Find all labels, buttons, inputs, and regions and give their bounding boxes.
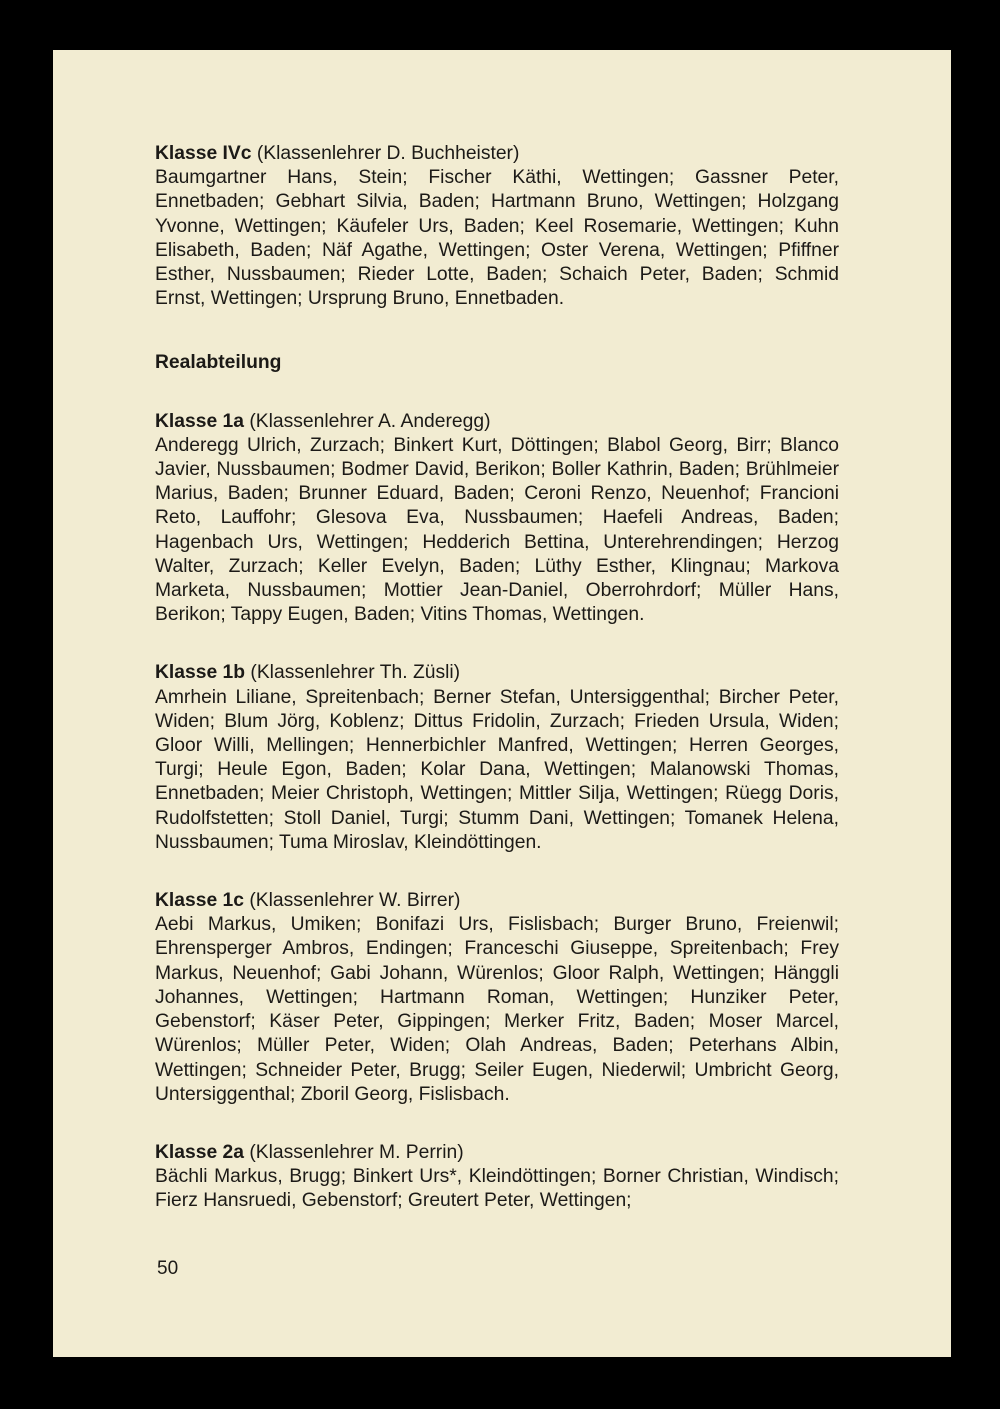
document-page [53,50,951,1357]
page-content [155,142,839,1214]
student-list-1b: Amrhein Liliane, Spreitenbach; Berner Stefan, Untersiggenthal; Bircher Peter, Widen; Blum Jörg, Koblenz; Dittus Fridolin, Zurzach; Frieden Ursula, Widen; Gloor Willi, Mellingen; Hennerbichler Manfred, Wettingen; Herren Georges, Turgi; Heule Egon, Baden; Kolar Dana, Wettingen; Malanowski Thomas, Ennetbaden; Meier Christoph, Wettingen; Mittler Silja, Wettingen; Rüegg Doris, Rudolfstetten; Stoll Daniel, Turgi; Stumm Dani, Wettingen; Tomanek Helena, Nussbaumen; Tuma Miroslav, Kleindöttingen. [155,686,839,853]
class-teacher-1a: (Klassenlehrer A. Anderegg) [243,410,491,432]
section-heading-realabteilung: Realabteilung [155,352,282,374]
student-list-ivc: Baumgartner Hans, Stein; Fischer Käthi, Wettingen; Gassner Peter, Ennetbaden; Gebhart Silvia, Baden; Hartmann Bruno, Wettingen; Holzgang Yvonne, Wettingen; Käufeler Urs, Baden; Keel Rosemarie, Wettingen; Kuhn Elisabeth, Baden; Näf Agathe, Wettingen; Oster Verena, Wettingen; Pfiffner Esther, Nussbaumen; Rieder Lotte, Baden; Schaich Peter, Baden; Schmid Ernst, Wettingen; Ursprung Bruno, Ennetbaden. [155,167,839,310]
class-header-2a [155,1141,839,1165]
class-teacher-1c: (Klassenlehrer W. Birrer) [243,890,461,912]
class-teacher-2a: (Klassenlehrer M. Perrin) [243,1141,464,1163]
student-list-2a: Bächli Markus, Brugg; Binkert Urs*, Kleindöttingen; Borner Christian, Windisch; Fierz Hansruedi, Gebenstorf; Greutert Peter, Wettingen; [155,1166,839,1212]
student-list-1a: Anderegg Ulrich, Zurzach; Binkert Kurt, Döttingen; Blabol Georg, Birr; Blanco Javier, Nussbaumen; Bodmer David, Berikon; Boller Kathrin, Baden; Brühlmeier Marius, Baden; Brunner Eduard, Baden; Ceroni Renzo, Neuenhof; Francioni Reto, Lauffohr; Glesova Eva, Nussbaumen; Haefeli Andreas, Baden; Hagenbach Urs, Wettingen; Hedderich Bettina, Unterehrendingen; Herzog Walter, Zurzach; Keller Evelyn, Baden; Lüthy Esther, Klingnau; Markova Marketa, Nussbaumen; Mottier Jean-Daniel, Oberrohrdorf; Müller Hans, Berikon; Tappy Eugen, Baden; Vitins Thomas, Wettingen. [155,434,839,626]
class-block-1a [155,410,839,628]
class-teacher-ivc: (Klassenlehrer D. Buchheister) [251,143,520,164]
class-header-1a [155,410,839,434]
class-block-1c [155,889,839,1107]
class-title-1c: Klasse 1c [155,890,244,912]
class-header-1b [155,661,839,685]
class-title-1a: Klasse 1a [155,410,244,432]
class-block-1b [155,661,839,855]
student-list-1c: Aebi Markus, Umiken; Bonifazi Urs, Fislisbach; Burger Bruno, Freienwil; Ehrensperger Ambros, Endingen; Franceschi Giuseppe, Spreitenbach; Frey Markus, Neuenhof; Gabi Johann, Würenlos; Gloor Ralph, Wettingen; Hänggli Johannes, Wettingen; Hartmann Roman, Wettingen; Hunziker Peter, Gebenstorf; Käser Peter, Gippingen; Merker Fritz, Baden; Moser Marcel, Würenlos; Müller Peter, Widen; Olah Andreas, Baden; Peterhans Albin, Wettingen; Schneider Peter, Brugg; Seiler Eugen, Niederwil; Umbricht Georg, Untersiggenthal; Zboril Georg, Fislisbach. [155,914,839,1105]
class-header-1c [155,889,839,913]
class-block-2a [155,1141,839,1214]
class-title-1b: Klasse 1b [155,662,246,684]
class-header-ivc [155,142,839,166]
class-title-2a: Klasse 2a [155,1141,244,1163]
class-teacher-1b: (Klassenlehrer Th. Züsli) [245,662,461,684]
page-number: 50 [157,1258,179,1279]
class-block-ivc [155,142,839,311]
class-title-ivc: Klasse IVc [155,143,252,164]
